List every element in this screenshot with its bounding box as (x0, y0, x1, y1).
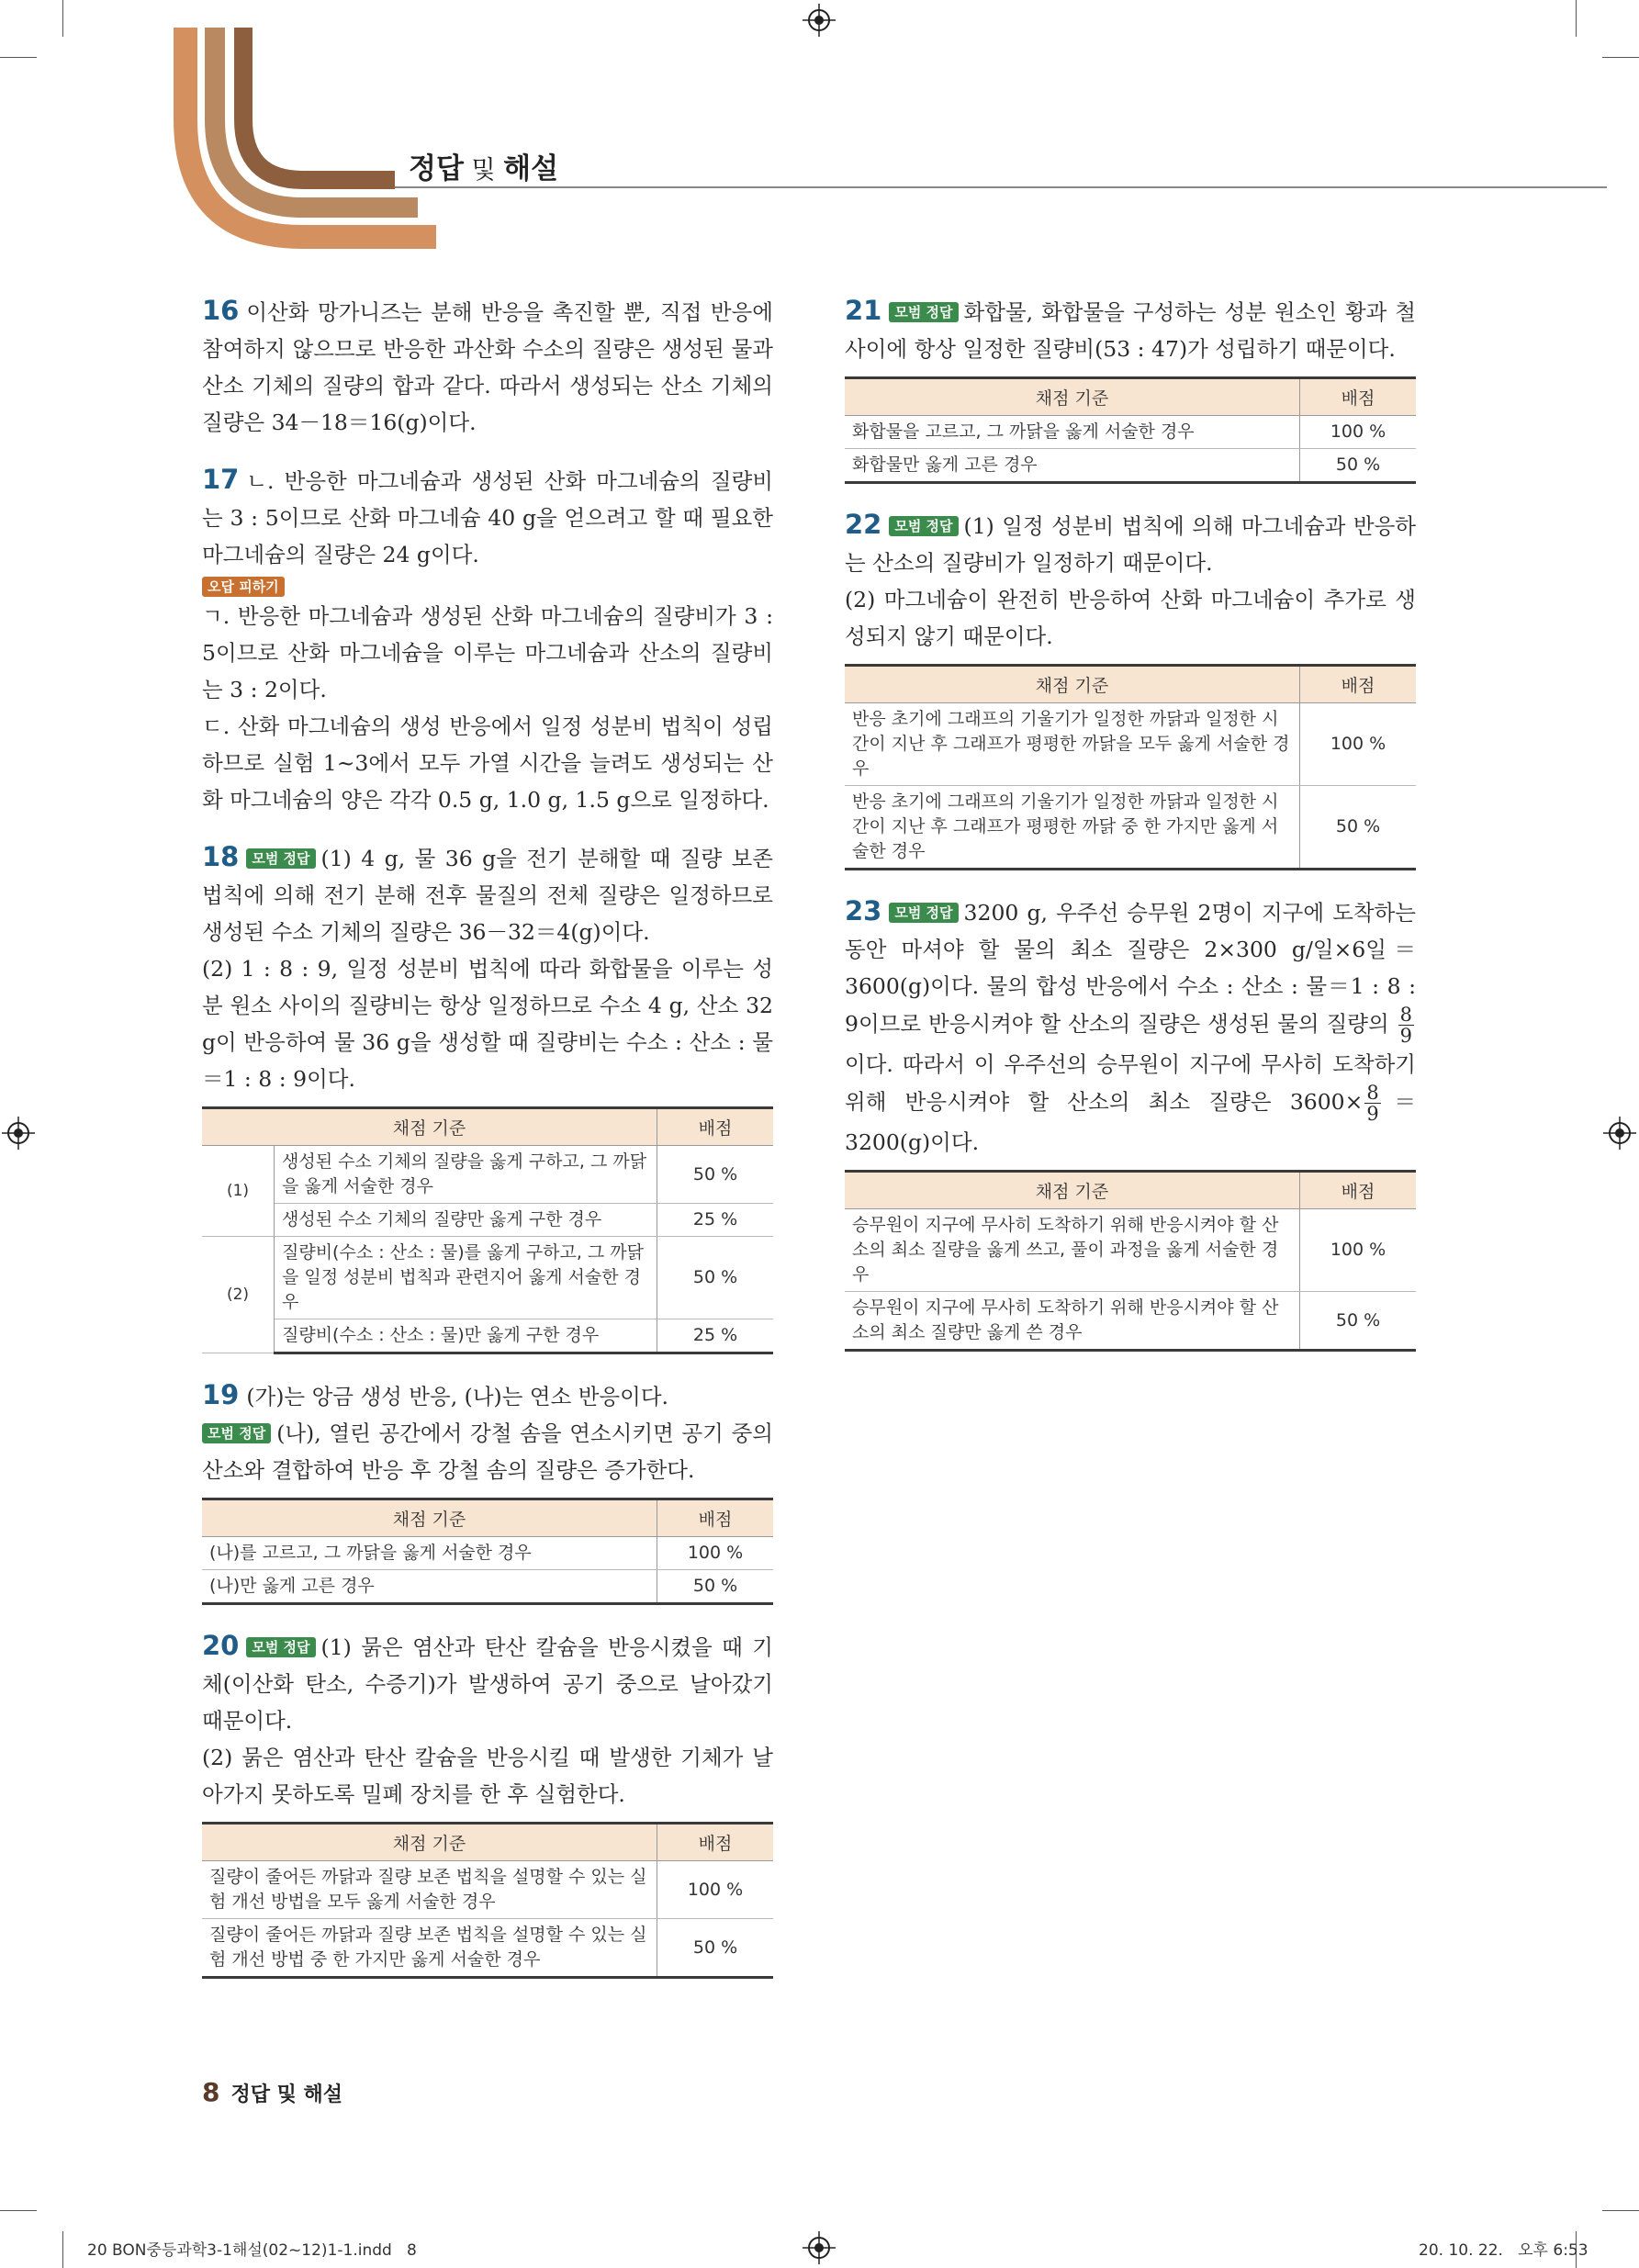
question-21 (845, 292, 1416, 484)
crop-mark (0, 57, 37, 58)
explanation-text: 이산화 망가니즈는 분해 반응을 촉진할 뿐, 직접 반응에 참여하지 않으므로 반응한 과산화 수소의 질량은 생성된 물과 산소 기체의 질량의 합과 같다. 따라서 생성되는 산소 기체의 질량은 34－18＝16(g)이다. (202, 299, 773, 435)
model-answer-tag: 모범 정답 (889, 903, 958, 923)
fraction (1398, 1005, 1414, 1046)
crop-mark (62, 0, 63, 37)
table-cell: 화합물을 고르고, 그 까닭을 옳게 서술한 경우 (845, 416, 1300, 449)
footer-label: 정답 및 해설 (230, 2083, 343, 2106)
table-row (202, 1570, 773, 1604)
fraction-numerator: 8 (1399, 1004, 1412, 1026)
crop-mark (1576, 0, 1577, 37)
table-cell: 생성된 수소 기체의 질량만 옳게 구한 경우 (275, 1204, 657, 1237)
table-cell: (나)만 옳게 고른 경우 (202, 1570, 657, 1604)
crop-mark (62, 2231, 63, 2268)
wrong-answer-note: ㄷ. 산화 마그네슘의 생성 반응에서 일정 성분비 법칙이 성립하므로 실험 1~3에서 모두 가열 시간을 늘려도 생성되는 산화 마그네슘의 양은 각각 0.5 g, 1.0 g, 1.5 g으로 일정하다. (202, 713, 773, 813)
table-cell: 생성된 수소 기체의 질량을 옳게 구하고, 그 까닭을 옳게 서술한 경우 (275, 1146, 657, 1204)
question-number: 19 (202, 1379, 240, 1410)
header-arc-decoration (170, 28, 445, 253)
fraction-numerator: 8 (1366, 1082, 1379, 1104)
model-answer-tag: 모범 정답 (889, 516, 958, 536)
question-number: 16 (202, 295, 240, 326)
table-header: 배점 (657, 1824, 774, 1861)
table-cell: 질량이 줄어든 까닭과 질량 보존 법칙을 설명할 수 있는 실험 개선 방법 중 한 가지만 옳게 서술한 경우 (202, 1919, 657, 1978)
file-info: 20 BON중등과학3-1해설(02~12)1-1.indd 8 (87, 2241, 417, 2260)
table-row (845, 786, 1416, 870)
table-cell: 100 % (1300, 416, 1417, 449)
fraction-denominator: 9 (1399, 1025, 1412, 1047)
table-cell: 반응 초기에 그래프의 기울기가 일정한 까닭과 일정한 시간이 지난 후 그래프가 평평한 까닭을 모두 옳게 서술한 경우 (845, 703, 1300, 786)
registration-mark-icon (1603, 1117, 1636, 1150)
question-number: 17 (202, 464, 240, 495)
table-header: 채점 기준 (845, 666, 1300, 703)
table-row (202, 1319, 773, 1353)
print-timestamp: 20. 10. 22. 오후 6:53 (1419, 2241, 1588, 2260)
table-cell: 질량비(수소 : 산소 : 물)만 옳게 구한 경우 (275, 1319, 657, 1353)
page-title (409, 145, 558, 186)
scoring-table (202, 1498, 773, 1605)
question-17 (202, 461, 773, 818)
table-cell: 질량이 줄어든 까닭과 질량 보존 법칙을 설명할 수 있는 실험 개선 방법을 모두 옳게 서술한 경우 (202, 1861, 657, 1919)
table-row (845, 449, 1416, 483)
model-answer-tag: 모범 정답 (202, 1423, 271, 1443)
table-cell: 승무원이 지구에 무사히 도착하기 위해 반응시켜야 할 산소의 최소 질량을 옳게 쓰고, 풀이 과정을 옳게 서술한 경우 (845, 1209, 1300, 1292)
answer-text: (2) 마그네슘이 완전히 반응하여 산화 마그네슘이 추가로 생성되지 않기 때문이다. (845, 587, 1416, 649)
table-header: 배점 (1300, 378, 1417, 416)
question-number: 23 (845, 895, 882, 926)
table-cell: 50 % (657, 1146, 774, 1204)
answer-text: (나), 열린 공간에서 강철 솜을 연소시키면 공기 중의 산소와 결합하여 반응 후 강철 솜의 질량은 증가한다. (202, 1420, 773, 1483)
table-row (845, 416, 1416, 449)
answer-text: ＝3200(g)이다. (845, 1089, 1416, 1155)
title-word: 해설 (503, 152, 559, 185)
fraction-denominator: 9 (1366, 1103, 1379, 1125)
crop-mark (1602, 57, 1639, 58)
table-cell: 화합물만 옳게 고른 경우 (845, 449, 1300, 483)
explanation-text: (가)는 앙금 생성 반응, (나)는 연소 반응이다. (246, 1384, 669, 1409)
question-number: 20 (202, 1630, 240, 1661)
table-cell: 반응 초기에 그래프의 기울기가 일정한 까닭과 일정한 시간이 지난 후 그래프가 평평한 까닭 중 한 가지만 옳게 서술한 경우 (845, 786, 1300, 870)
question-number: 22 (845, 509, 882, 540)
question-18 (202, 838, 773, 1354)
table-cell: 50 % (1300, 449, 1417, 483)
scoring-table (845, 664, 1416, 870)
answer-text: (1) 일정 성분비 법칙에 의해 마그네슘과 반응하는 산소의 질량비가 일정하기 때문이다. (845, 513, 1416, 576)
question-23 (845, 893, 1416, 1352)
table-header: 배점 (1300, 666, 1417, 703)
table-header: 채점 기준 (845, 1172, 1300, 1209)
table-cell: 50 % (657, 1919, 774, 1978)
table-cell: (1) (202, 1146, 275, 1237)
question-number: 21 (845, 295, 882, 326)
title-word: 및 (463, 156, 504, 185)
table-row (202, 1237, 773, 1319)
answer-text: 3200 g, 우주선 승무원 2명이 지구에 도착하는 동안 마셔야 할 물의 최소 질량은 2×300 g/일×6일＝3600(g)이다. 물의 합성 반응에서 수소 : 산소 : 물＝1 : 8 : 9이므로 반응시켜야 할 산소의 질량은 생성된 물의 질량의 (845, 900, 1416, 1037)
question-20 (202, 1627, 773, 1979)
table-cell: 100 % (657, 1537, 774, 1570)
table-cell: 100 % (657, 1861, 774, 1919)
registration-mark-icon (803, 2231, 836, 2264)
table-cell: 50 % (1300, 786, 1417, 870)
table-cell: 25 % (657, 1204, 774, 1237)
scoring-table (202, 1822, 773, 1979)
header-rule (395, 186, 1607, 188)
registration-mark-icon (2, 1117, 35, 1150)
answer-text: (2) 묽은 염산과 탄산 칼슘을 반응시킬 때 발생한 기체가 날아가지 못하도록 밀폐 장치를 한 후 실험한다. (202, 1745, 773, 1807)
page-footer (202, 2077, 342, 2107)
scoring-table (845, 1170, 1416, 1352)
model-answer-tag: 모범 정답 (246, 848, 315, 869)
question-19 (202, 1376, 773, 1605)
table-header: 배점 (657, 1108, 774, 1146)
table-row (202, 1537, 773, 1570)
table-cell: 50 % (657, 1237, 774, 1319)
answer-text: (2) 1 : 8 : 9, 일정 성분비 법칙에 따라 화합물을 이루는 성분 원소 사이의 질량비는 항상 일정하므로 수소 4 g, 산소 32 g이 반응하여 물 36 g을 생성할 때 질량비는 수소 : 산소 : 물＝1 : 8 : 9이다. (202, 956, 773, 1092)
fraction (1364, 1083, 1380, 1124)
model-answer-tag: 모범 정답 (246, 1637, 315, 1657)
table-header: 채점 기준 (202, 1499, 657, 1537)
right-column (845, 292, 1416, 1374)
table-header: 채점 기준 (202, 1108, 657, 1146)
table-cell: 100 % (1300, 1209, 1417, 1292)
question-number: 18 (202, 841, 240, 872)
registration-mark-icon (803, 4, 836, 37)
title-word: 정답 (409, 152, 464, 185)
table-row (202, 1204, 773, 1237)
table-row (202, 1919, 773, 1978)
answer-text: (1) 묽은 염산과 탄산 칼슘을 반응시켰을 때 기체(이산화 탄소, 수증기)가 발생하여 공기 중으로 날아갔기 때문이다. (202, 1634, 773, 1734)
crop-mark (1602, 2210, 1639, 2211)
page-number: 8 (202, 2077, 220, 2107)
left-column (202, 292, 773, 2001)
scoring-table (202, 1106, 773, 1354)
table-header: 배점 (1300, 1172, 1417, 1209)
table-header: 채점 기준 (202, 1824, 657, 1861)
table-cell: 질량비(수소 : 산소 : 물)를 옳게 구하고, 그 까닭을 일정 성분비 법칙과 관련지어 옳게 서술한 경우 (275, 1237, 657, 1319)
answer-text: 화합물, 화합물을 구성하는 성분 원소인 황과 철 사이에 항상 일정한 질량비(53 : 47)가 성립하기 때문이다. (845, 299, 1416, 362)
model-answer-tag: 모범 정답 (889, 302, 958, 322)
scoring-table (845, 376, 1416, 484)
table-row (845, 1292, 1416, 1351)
answer-text: 이다. 따라서 이 우주선의 승무원이 지구에 무사히 도착하기 위해 반응시켜야 할 산소의 최소 질량은 3600× (845, 1051, 1416, 1115)
table-row (845, 703, 1416, 786)
table-header: 채점 기준 (845, 378, 1300, 416)
table-row (202, 1861, 773, 1919)
table-cell: 승무원이 지구에 무사히 도착하기 위해 반응시켜야 할 산소의 최소 질량만 옳게 쓴 경우 (845, 1292, 1300, 1351)
table-cell: 50 % (1300, 1292, 1417, 1351)
wrong-answer-note: ㄱ. 반응한 마그네슘과 생성된 산화 마그네슘의 질량비가 3 : 5이므로 산화 마그네슘을 이루는 마그네슘과 산소의 질량비는 3 : 2이다. (202, 603, 773, 702)
question-22 (845, 506, 1416, 870)
table-cell: (나)를 고르고, 그 까닭을 옳게 서술한 경우 (202, 1537, 657, 1570)
table-header: 배점 (657, 1499, 774, 1537)
table-row (202, 1146, 773, 1204)
explanation-text: ㄴ. 반응한 마그네슘과 생성된 산화 마그네슘의 질량비는 3 : 5이므로 산화 마그네슘 40 g을 얻으려고 할 때 필요한 마그네슘의 질량은 24 g이다. (202, 468, 773, 567)
question-16 (202, 292, 773, 441)
answer-text: (1) 4 g, 물 36 g을 전기 분해할 때 질량 보존 법칙에 의해 전기 분해 전후 물질의 전체 질량은 일정하므로 생성된 수소 기체의 질량은 36－32＝4(g)이다. (202, 846, 773, 945)
table-cell: 100 % (1300, 703, 1417, 786)
table-cell: (2) (202, 1237, 275, 1353)
table-cell: 25 % (657, 1319, 774, 1353)
table-cell: 50 % (657, 1570, 774, 1604)
avoid-wrong-answer-tag: 오답 피하기 (202, 577, 285, 597)
table-row (845, 1209, 1416, 1292)
crop-mark (0, 2210, 37, 2211)
